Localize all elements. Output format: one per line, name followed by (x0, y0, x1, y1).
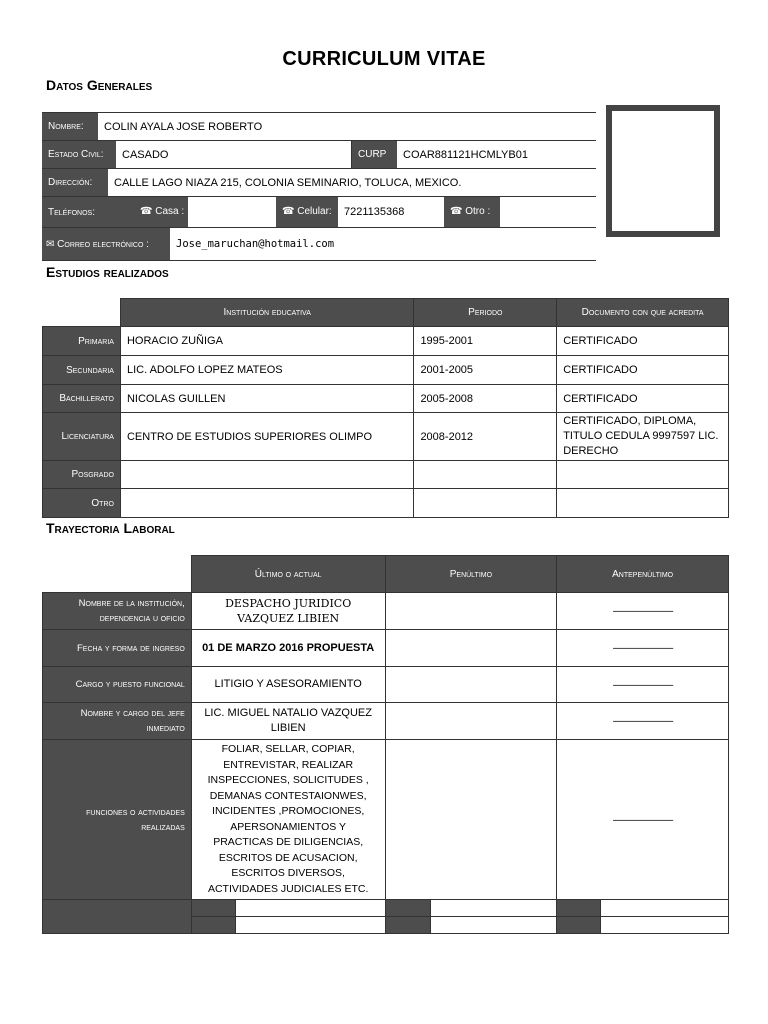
study-institution: NICOLAS GUILLEN (120, 385, 413, 413)
work-empty-label (43, 900, 192, 934)
work-row-label: Fecha y forma de ingreso (43, 630, 192, 667)
work-empty (431, 900, 557, 917)
table-row (43, 703, 729, 740)
work-empty-dark (385, 917, 431, 934)
table-row (43, 630, 729, 667)
work-empty-dark (385, 900, 431, 917)
study-period: 2008-2012 (414, 413, 557, 461)
work-before: ------------------------------ (557, 667, 729, 703)
study-period (414, 461, 557, 489)
studies-header-period: Periodo (414, 299, 557, 327)
study-institution: LIC. ADOLFO LOPEZ MATEOS (120, 356, 413, 385)
name-value: COLIN AYALA JOSE ROBERTO (104, 120, 263, 133)
study-document (557, 489, 729, 518)
work-row-label: funciones o actividades realizadas (43, 740, 192, 900)
studies-header-institution: Institución educativa (120, 299, 413, 327)
work-empty-dark (191, 917, 235, 934)
section-general-title: Datos Generales (46, 77, 153, 93)
photo-frame (606, 105, 720, 237)
work-empty-dark (557, 900, 601, 917)
study-period (414, 489, 557, 518)
work-before: ------------------------------ (557, 593, 729, 630)
page-title: CURRICULUM VITAE (282, 48, 486, 70)
study-institution: CENTRO DE ESTUDIOS SUPERIORES OLIMPO (120, 413, 413, 461)
table-row (43, 461, 729, 489)
work-last: DESPACHO JURIDICO VAZQUEZ LIBIEN (191, 593, 385, 630)
phones-label: Teléfonos: (42, 197, 134, 227)
work-empty (431, 917, 557, 934)
work-last: 01 DE MARZO 2016 PROPUESTA (191, 630, 385, 667)
email-label: ✉ Correo electrónico : (42, 228, 170, 260)
work-row-label: Cargo y puesto funcional (43, 667, 192, 703)
study-document (557, 461, 729, 489)
work-row-label: Nombre y cargo del jefe inmediato (43, 703, 192, 740)
work-prev (385, 593, 557, 630)
work-last: LITIGIO Y ASESORAMIENTO (191, 667, 385, 703)
email-value: Jose_maruchan@hotmail.com (176, 238, 335, 250)
study-institution (120, 489, 413, 518)
other-phone-label: ☎ Otro : (444, 197, 500, 227)
work-empty (601, 900, 729, 917)
table-row (43, 356, 729, 385)
section-studies-title: Estudios realizados (46, 264, 169, 280)
home-phone-label: ☎ Casa : (134, 197, 188, 227)
study-document: CERTIFICADO (557, 327, 729, 356)
curp-label: CURP (352, 141, 397, 168)
curp-value: COAR881121HCMLYB01 (403, 148, 528, 161)
work-empty (235, 917, 385, 934)
section-work-title: Trayectoria Laboral (46, 520, 175, 536)
table-row (43, 413, 729, 461)
work-corner (43, 556, 192, 593)
cell-phone-value: 7221135368 (344, 206, 405, 218)
studies-corner (43, 299, 121, 327)
study-document: CERTIFICADO (557, 356, 729, 385)
study-level: Licenciatura (43, 413, 121, 461)
divider (42, 260, 596, 261)
work-prev (385, 630, 557, 667)
civil-label: Estado Civil: (42, 141, 116, 168)
home-phone-value (188, 197, 276, 227)
address-value: CALLE LAGO NIAZA 215, COLONIA SEMINARIO, TOLUCA, MEXICO. (114, 176, 462, 189)
study-institution (120, 461, 413, 489)
name-label: Nombre: (42, 113, 98, 140)
study-document: CERTIFICADO (557, 385, 729, 413)
table-row (43, 593, 729, 630)
work-header-prev: Penúltimo (385, 556, 557, 593)
work-empty (601, 917, 729, 934)
cell-phone-label: ☎ Celular: (276, 197, 338, 227)
work-prev (385, 740, 557, 900)
work-prev (385, 667, 557, 703)
study-level: Bachillerato (43, 385, 121, 413)
study-level: Secundaria (43, 356, 121, 385)
other-phone-value (500, 197, 596, 227)
table-row (43, 385, 729, 413)
study-level: Posgrado (43, 461, 121, 489)
study-period: 1995-2001 (414, 327, 557, 356)
work-empty (235, 900, 385, 917)
address-label: Dirección: (42, 169, 108, 196)
work-before: ------------------------------ (557, 703, 729, 740)
work-header-last: Último o actual (191, 556, 385, 593)
table-row (43, 327, 729, 356)
studies-header-document: Documento con que acredita (557, 299, 729, 327)
work-header-before: Antepenúltimo (557, 556, 729, 593)
work-prev (385, 703, 557, 740)
study-period: 2001-2005 (414, 356, 557, 385)
work-table (42, 555, 729, 934)
study-level: Primaria (43, 327, 121, 356)
study-institution: HORACIO ZUÑIGA (120, 327, 413, 356)
table-row (43, 740, 729, 900)
work-last: LIC. MIGUEL NATALIO VAZQUEZ LIBIEN (191, 703, 385, 740)
study-period: 2005-2008 (414, 385, 557, 413)
study-level: Otro (43, 489, 121, 518)
work-before: ------------------------------ (557, 740, 729, 900)
work-before: ------------------------------ (557, 630, 729, 667)
work-last: FOLIAR, SELLAR, COPIAR, ENTREVISTAR, REALIZAR INSPECCIONES, SOLICITUDES , DEMANAS CONTESTAIONWES, INCIDENTES ,PROMOCIONES, APERSONAMIENTOS Y PRACTICAS DE DILIGENCIAS, ESCRITOS DE ACUSACION, ESCRITOS DIVERSOS, ACTIVIDADES JUDICIALES ETC. (191, 740, 385, 900)
table-row (43, 489, 729, 518)
studies-table (42, 298, 729, 518)
table-row (43, 900, 729, 917)
civil-value: CASADO (116, 141, 352, 168)
work-empty-dark (557, 917, 601, 934)
work-empty-dark (191, 900, 235, 917)
work-row-label: Nombre de la institución, dependencia u oficio (43, 593, 192, 630)
table-row (43, 667, 729, 703)
study-document: CERTIFICADO, DIPLOMA, TITULO CEDULA 9997597 LIC. DERECHO (557, 413, 729, 461)
